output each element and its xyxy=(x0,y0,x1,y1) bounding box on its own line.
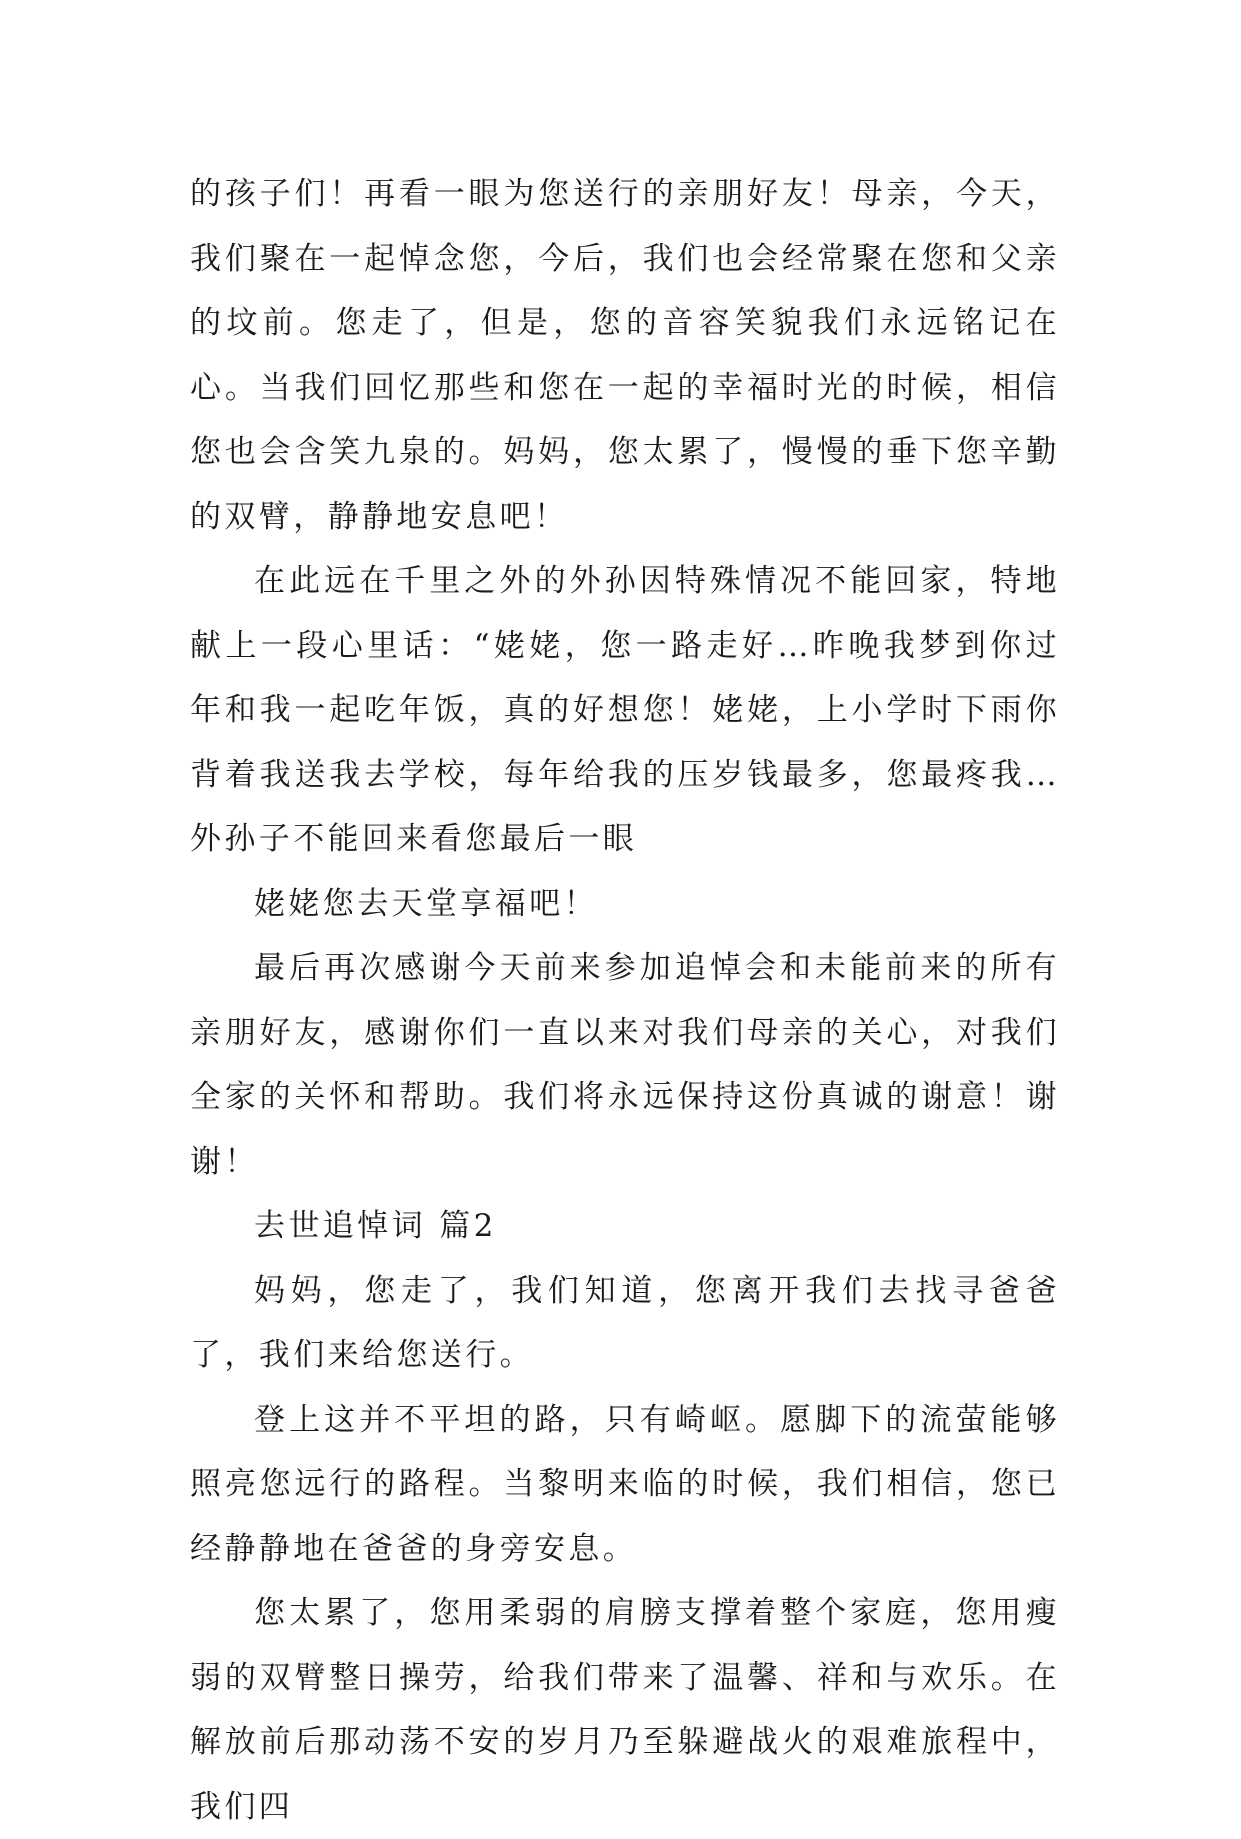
paragraph-road: 登上这并不平坦的路，只有崎岖。愿脚下的流萤能够照亮您远行的路程。当黎明来临的时候，我们相信，您已经静静地在爸爸的身旁安息。 xyxy=(190,1401,1060,1567)
paragraph-farewell: 姥姥您去天堂享福吧！ xyxy=(254,885,598,922)
paragraph-thanks: 最后再次感谢今天前来参加追悼会和未能前来的所有亲朋好友，感谢你们一直以来对我们母亲的关心，对我们全家的关怀和帮助。我们将永远保持这份真诚的谢意！谢谢！ xyxy=(190,950,1060,1180)
paragraph-continuation: 的孩子们！再看一眼为您送行的亲朋好友！母亲，今天，我们聚在一起悼念您，今后，我们也会经常聚在您和父亲的坟前。您走了，但是，您的音容笑貌我们永远铭记在心。当我们回忆那些和您在一起的幸福时光的时候，相信您也会含笑九泉的。妈妈，您太累了，慢慢的垂下您辛勤的双臂，静静地安息吧！ xyxy=(190,176,1060,535)
section-heading: 去世追悼词 篇2 xyxy=(254,1208,497,1244)
paragraph-tired: 您太累了，您用柔弱的肩膀支撑着整个家庭，您用瘦弱的双臂整日操劳，给我们带来了温馨、祥和与欢乐。在解放前后那动荡不安的岁月乃至躲避战火的艰难旅程中，我们四 xyxy=(190,1595,1060,1825)
document-body xyxy=(190,162,1060,1839)
paragraph-mother-left: 妈妈，您走了，我们知道，您离开我们去找寻爸爸了，我们来给您送行。 xyxy=(190,1272,1060,1373)
paragraph-grandson-message: 在此远在千里之外的外孙因特殊情况不能回家，特地献上一段心里话：“姥姥，您一路走好…昨晚我梦到你过年和我一起吃年饭，真的好想您！姥姥，上小学时下雨你背着我送我去学校，每年给我的压岁钱最多，您最疼我…外孙子不能回来看您最后一眼 xyxy=(190,563,1060,857)
